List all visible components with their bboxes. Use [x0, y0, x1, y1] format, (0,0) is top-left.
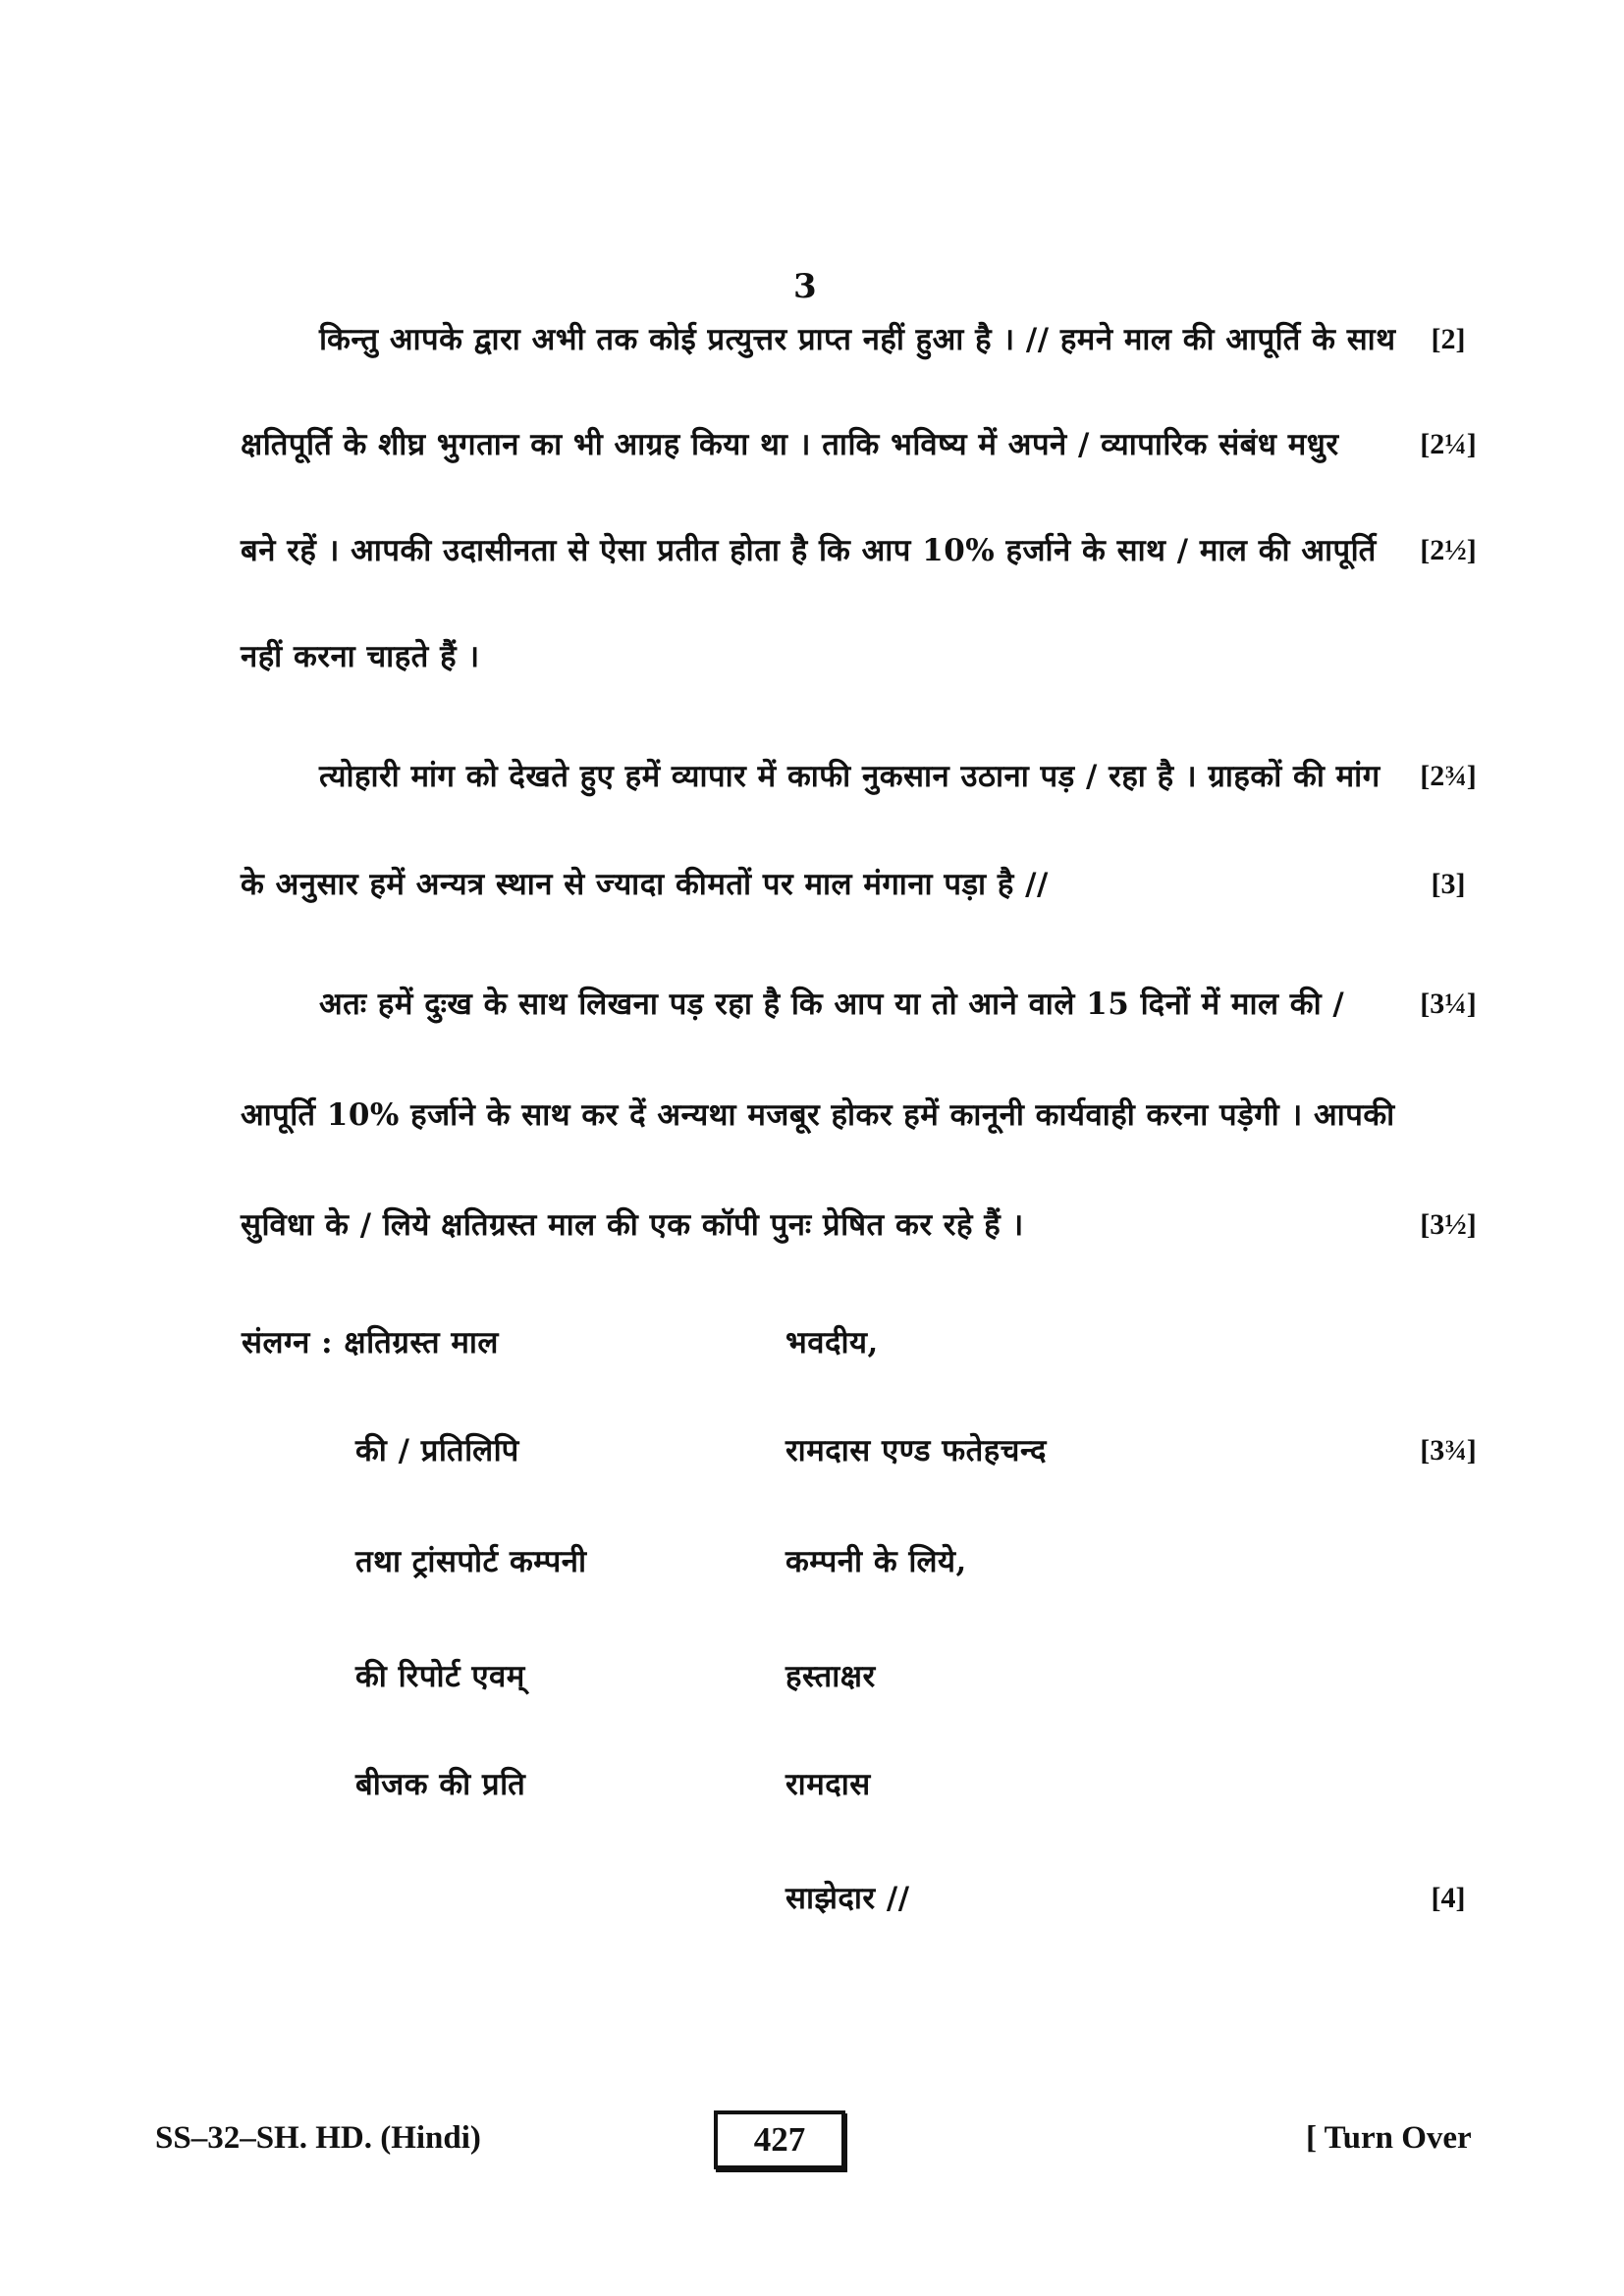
body-line-7: अतः हमें दुःख के साथ लिखना पड़ रहा है कि आप या तो आने वाले 15 दिनों में माल की /	[319, 987, 1345, 1022]
body-line-3: बने रहें । आपकी उदासीनता से ऐसा प्रतीत होता है कि आप 10% हर्जाने के साथ / माल की आपूर्ति	[241, 533, 1377, 568]
enclosure-line-2: की / प्रतिलिपि	[355, 1433, 519, 1468]
body-line-9: सुविधा के / लिये क्षतिग्रस्त माल की एक कॉपी पुनः प्रेषित कर रहे हैं ।	[241, 1207, 1024, 1243]
body-line-8: आपूर्ति 10% हर्जाने के साथ कर दें अन्यथा मजबूर होकर हमें कानूनी कार्यवाही करना पड़ेगी । आपकी	[241, 1097, 1395, 1133]
marks-badge-4: [2¾]	[1420, 760, 1477, 792]
on-behalf-of-label: कम्पनी के लिये,	[785, 1544, 967, 1579]
signature-label: हस्ताक्षर	[785, 1659, 876, 1694]
body-line-4: नहीं करना चाहते हैं ।	[241, 639, 480, 674]
page-code-box	[714, 2110, 845, 2169]
paper-code: SS–32–SH. HD. (Hindi)	[155, 2120, 481, 2156]
body-line-6: के अनुसार हमें अन्यत्र स्थान से ज्यादा कीमतों पर माल मंगाना पड़ा है //	[241, 867, 1049, 902]
page-number: 3	[793, 267, 817, 306]
enclosure-line-4: की रिपोर्ट एवम्	[355, 1659, 525, 1694]
signatory-name: रामदास	[785, 1767, 871, 1802]
partner-label: साझेदार //	[785, 1881, 910, 1916]
turn-over-label: [ Turn Over	[1306, 2120, 1472, 2156]
firm-name: रामदास एण्ड फतेहचन्द	[785, 1433, 1047, 1468]
body-line-2: क्षतिपूर्ति के शीघ्र भुगतान का भी आग्रह किया था । ताकि भविष्य में अपने / व्यापारिक संबंध मधुर	[241, 427, 1339, 462]
marks-badge-2: [2¼]	[1420, 428, 1477, 460]
marks-badge-6: [3¼]	[1420, 988, 1477, 1020]
marks-badge-7: [3½]	[1420, 1208, 1477, 1241]
enclosure-line-5: बीजक की प्रति	[355, 1767, 526, 1802]
marks-badge-8: [3¾]	[1420, 1434, 1477, 1467]
marks-badge-3: [2½]	[1420, 534, 1477, 566]
marks-badge-5: [3]	[1431, 868, 1466, 900]
enclosure-line-3: तथा ट्रांसपोर्ट कम्पनी	[355, 1544, 587, 1579]
closing-salutation: भवदीय,	[785, 1325, 879, 1361]
body-line-5: त्योहारी मांग को देखते हुए हमें व्यापार में काफी नुकसान उठाना पड़ / रहा है । ग्राहकों की मांग	[319, 759, 1380, 794]
body-line-1: किन्तु आपके द्वारा अभी तक कोई प्रत्युत्तर प्राप्त नहीं हुआ है । // हमने माल की आपूर्ति के साथ	[319, 322, 1396, 357]
enclosure-label: संलग्न : क्षतिग्रस्त माल	[242, 1325, 499, 1361]
marks-badge-9: [4]	[1431, 1882, 1466, 1914]
page-code: 427	[753, 2120, 806, 2159]
marks-badge-1: [2]	[1431, 323, 1466, 355]
